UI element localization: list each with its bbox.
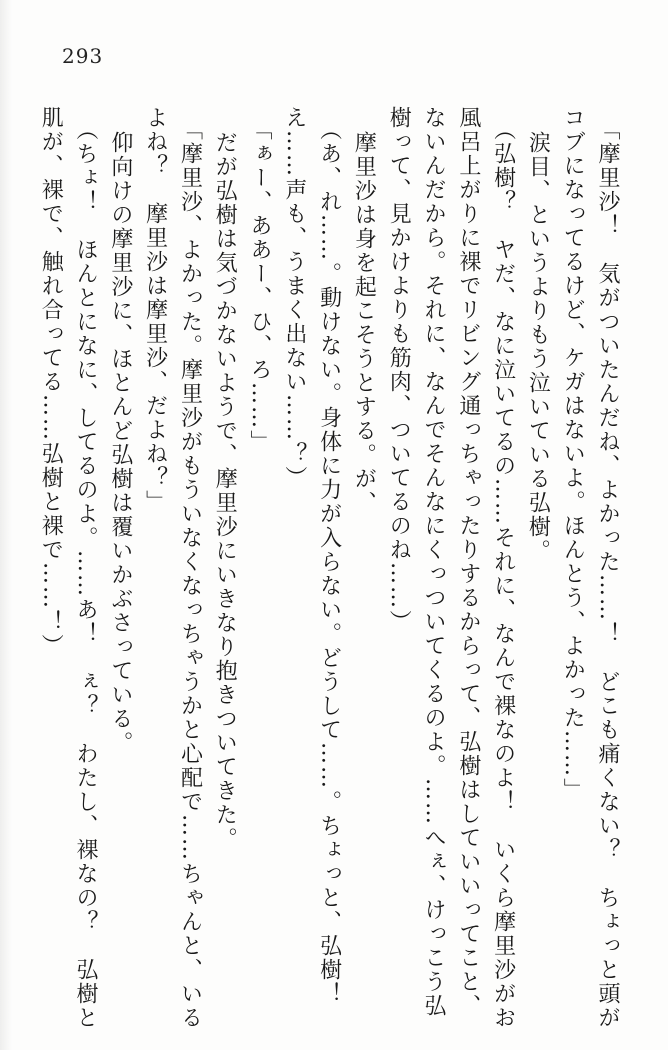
text-line: （弘樹？ ヤだ、なに泣いてるの……それに、なんで裸なのよ！ いくら摩里沙がお bbox=[490, 118, 516, 1030]
text-line: ないんだから。それに、なんでそんなにくっついてくるのよ。……へぇ、けっこう弘 bbox=[421, 106, 447, 1018]
text-line: え……声も、うまく出ない……？） bbox=[281, 106, 307, 490]
text-line: 摩里沙は身を起こそうとする。が、 bbox=[351, 131, 377, 515]
vertical-text-block bbox=[32, 106, 624, 1044]
page-number: 293 bbox=[62, 44, 104, 68]
text-line: 樹って、見かけよりも筋肉、ついてるのね……） bbox=[386, 106, 412, 634]
text-line: コブになってるけど、ケガはないよ。ほんとう、よかった……」 bbox=[560, 106, 586, 802]
text-line: 「摩里沙、よかった。摩里沙がもういなくなっちゃうかと心配で……ちゃんと、いる bbox=[177, 118, 203, 1030]
text-line: 「ぁー、ああー、ひ、ろ……」 bbox=[247, 118, 273, 454]
text-line: （あ、れ……。動けない。身体に力が入らない。どうして……。ちょっと、弘樹！ bbox=[316, 118, 342, 1006]
text-line: 風呂上がりに裸でリビング通っちゃったりするからって、弘樹はしていいってこと、 bbox=[455, 106, 481, 1018]
text-line: 肌が、裸で、触れ合ってる……弘樹と裸で……！） bbox=[38, 106, 64, 658]
text-line: 仰向けの摩里沙に、ほとんど弘樹は覆いかぶさっている。 bbox=[107, 131, 133, 755]
text-line: （ちょ！ ほんとになに、してるのよ。……あ！ ぇ？ わたし、裸なの？ 弘樹と bbox=[73, 118, 99, 1030]
text-line: 涙目、というよりもう泣いている弘樹。 bbox=[525, 131, 551, 563]
text-line: よね？ 摩里沙は摩里沙、だよね？」 bbox=[142, 106, 168, 514]
text-line: 「摩里沙！ 気がついたんだね、よかった……！ どこも痛くない？ ちょっと頭が bbox=[595, 118, 620, 1030]
text-line: だが弘樹は気づかないようで、摩里沙にいきなり抱きついてきた。 bbox=[212, 131, 238, 851]
page-gutter-shadow bbox=[0, 0, 12, 1050]
